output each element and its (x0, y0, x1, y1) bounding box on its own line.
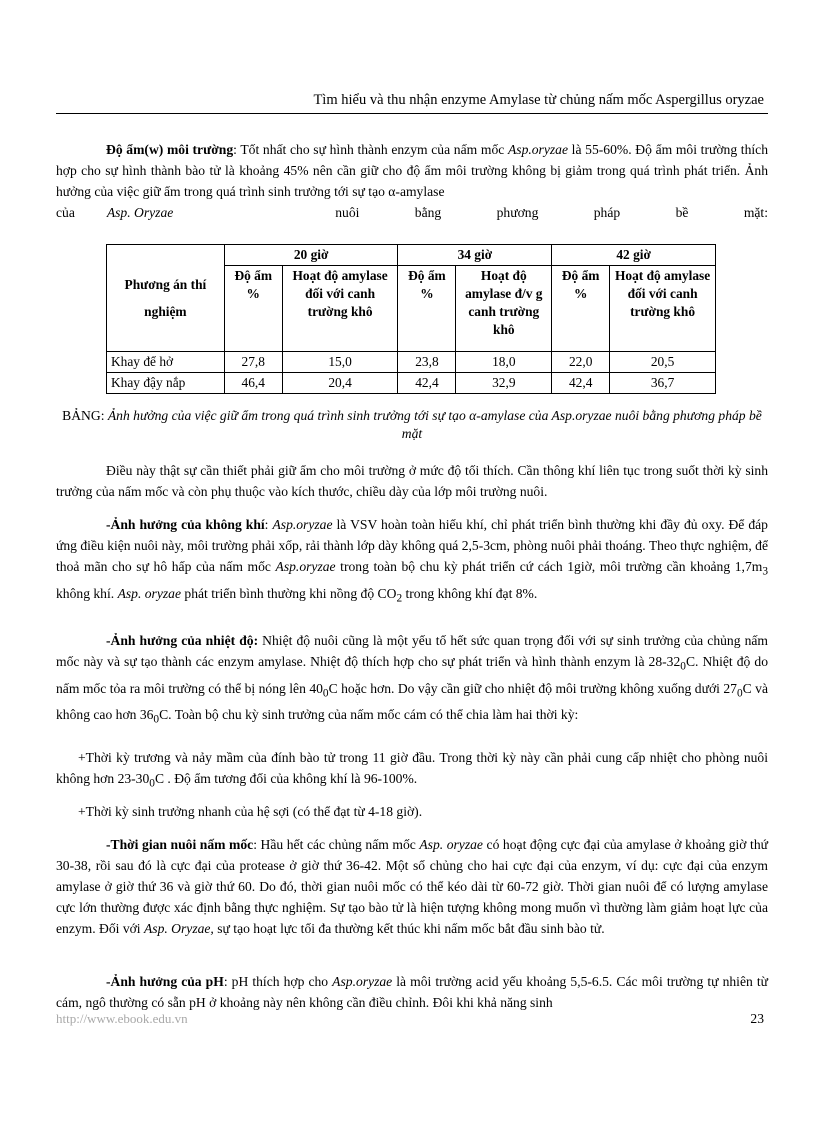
col-group-42h: 42 giờ (552, 245, 716, 266)
heading-cultivation-time: -Thời gian nuôi nấm mốc (106, 837, 254, 852)
col-group-20h: 20 giờ (224, 245, 398, 266)
paragraph-moisture: Độ ẩm(w) môi trường: Tốt nhất cho sự hình thành enzym của nấm mốc Asp.oryzae là 55-60%. Độ ẩm môi trường thích hợp cho sự hình thành bào tử là khoảng 45% nên cần giữ cho độ ẩm môi trường không bị giảm trong quá trình phát triển. Ảnh hưởng của việc giữ ẩm trong quá trình sinh trưởng tới sự tạo α-amylase (56, 142, 768, 199)
running-header: Tìm hiểu và thu nhận enzyme Amylase từ chủng nấm mốc Aspergillus oryzae (313, 92, 764, 108)
table-row: Khay để hở 27,8 15,0 23,8 18,0 22,0 20,5 (107, 352, 716, 373)
paragraph-phase-2: +Thời kỳ sinh trưởng nhanh của hệ sợi (có thể đạt từ 4-18 giờ). (78, 804, 423, 819)
col-activity-20h: Hoạt độ amylase đối với canh trường khô (282, 266, 398, 352)
header-divider (56, 113, 768, 114)
col-activity-34h: Hoạt độ amylase đ/v g canh trường khô (456, 266, 552, 352)
paragraph-ph: -Ảnh hưởng của pH: pH thích hợp cho Asp.oryzae là môi trường acid yếu khoảng 5,5-6.5. Các môi trường tự nhiên từ cám, ngô thường có sẵn pH ở khoảng này nên không cần điều chỉnh. Đôi khi khả năng sinh (56, 974, 768, 1010)
paragraph-keep-moisture: Điều này thật sự cần thiết phải giữ ẩm cho môi trường ở mức độ tối thích. Cần thông khí liên tục trong suốt thời kỳ sinh trưởng của nấm mốc và còn phụ thuộc vào kích thước, chiều dày của lớp môi trường nuôi. (56, 463, 768, 499)
table-caption: BẢNG: Ảnh hưởng của việc giữ ẩm trong quá trình sinh trưởng tới sự tạo α-amylase của Asp.oryzae nuôi bằng phương pháp bề mặt (62, 408, 762, 441)
col-group-34h: 34 giờ (398, 245, 552, 266)
table-row: Khay đậy nắp 46,4 20,4 42,4 32,9 42,4 36,7 (107, 373, 716, 394)
col-method: Phương án thí nghiệm (107, 245, 225, 352)
paragraph-cultivation-time: -Thời gian nuôi nấm mốc: Hầu hết các chủng nấm mốc Asp. oryzae có hoạt động cực đại của amylase ở khoảng giờ thứ 30-38, rồi sau đó là cực đại của protease ở giờ thứ 36-42. Một số chủng cho hai cực đại của enzym, ví dụ: cực đại của enzym amylase ở giờ thứ 36 và giờ thứ 60. Do đó, thời gian nuôi mốc có thể kéo dài từ 60-72 giờ. Thời gian nuôi để có lượng amylase cực lớn thường được xác định bằng thực nghiệm. Sự tạo bào tử là hiện tượng không mong muốn vì thường làm giảm hoạt lực của enzym. Đối với Asp. Oryzae, sự tạo hoạt lực tối đa thường kết thúc khi nấm mốc bắt đầu sinh bào tử. (56, 837, 769, 936)
page-number: 23 (750, 1011, 764, 1026)
paragraph-phase-1: +Thời kỳ trương và nảy mầm của đính bào tử trong 11 giờ đầu. Trong thời kỳ này cần phải cung cấp nhiệt cho phòng nuôi không hơn $23-30_0C$ . Độ ẩm tương đối của không khí là 96-100%. (56, 750, 768, 790)
footer-url: http://www.ebook.edu.vn (56, 1011, 188, 1026)
heading-ph: -Ảnh hưởng của pH (106, 974, 224, 989)
paragraph-moisture-lastline: của Asp. Oryzae nuôi bằng phương pháp bề mặt: (56, 205, 768, 220)
heading-air: -Ảnh hưởng của không khí (106, 517, 265, 532)
col-moisture-42h: Độ ẩm % (552, 266, 610, 352)
heading-temperature: -Ảnh hưởng của nhiệt độ: (106, 633, 259, 648)
moisture-effect-table (106, 244, 716, 394)
col-moisture-34h: Độ ẩm % (398, 266, 456, 352)
paragraph-temperature: -Ảnh hưởng của nhiệt độ: Nhiệt độ nuôi cũng là một yếu tố hết sức quan trọng đối với sự sinh trưởng của chủng nấm mốc này và sự tạo thành các enzym amylase. Nhiệt độ thích hợp cho sự phát triển và hình thành enzym là $28-32_0C$. Nhiệt độ do nấm mốc tỏa ra môi trường có thể bị nóng lên $40_0C$ hoặc hơn. Do vậy cần giữ cho nhiệt độ môi trường không xuống dưới $27_0C$ và không cao hơn $36_0C$. Toàn bộ chu kỳ sinh trưởng của nấm mốc cám có thể chia làm hai thời kỳ: (56, 633, 769, 727)
col-activity-42h: Hoạt độ amylase đối với canh trường khô (610, 266, 716, 352)
table-header-row (107, 245, 716, 266)
paragraph-air: -Ảnh hưởng của không khí: Asp.oryzae là VSV hoàn toàn hiếu khí, chỉ phát triển bình thường khi đầy đủ oxy. Để đáp ứng điều kiện nuôi này, môi trường phải xốp, rải thành lớp dày không quá 2,5-3cm, phòng nuôi phải thoáng. Theo thực nghiệm, để thoả mãn cho sự hô hấp của nấm mốc Asp.oryzae trong toàn bộ chu kỳ phát triển cứ cách 1giờ, môi trường cần khoảng $1,7m_3$ không khí. Asp. oryzae phát triển bình thường khi nồng độ $CO_2$ trong không khí đạt 8%. (56, 517, 768, 605)
heading-moisture: Độ ẩm(w) môi trường (106, 142, 234, 157)
col-moisture-20h: Độ ẩm % (224, 266, 282, 352)
